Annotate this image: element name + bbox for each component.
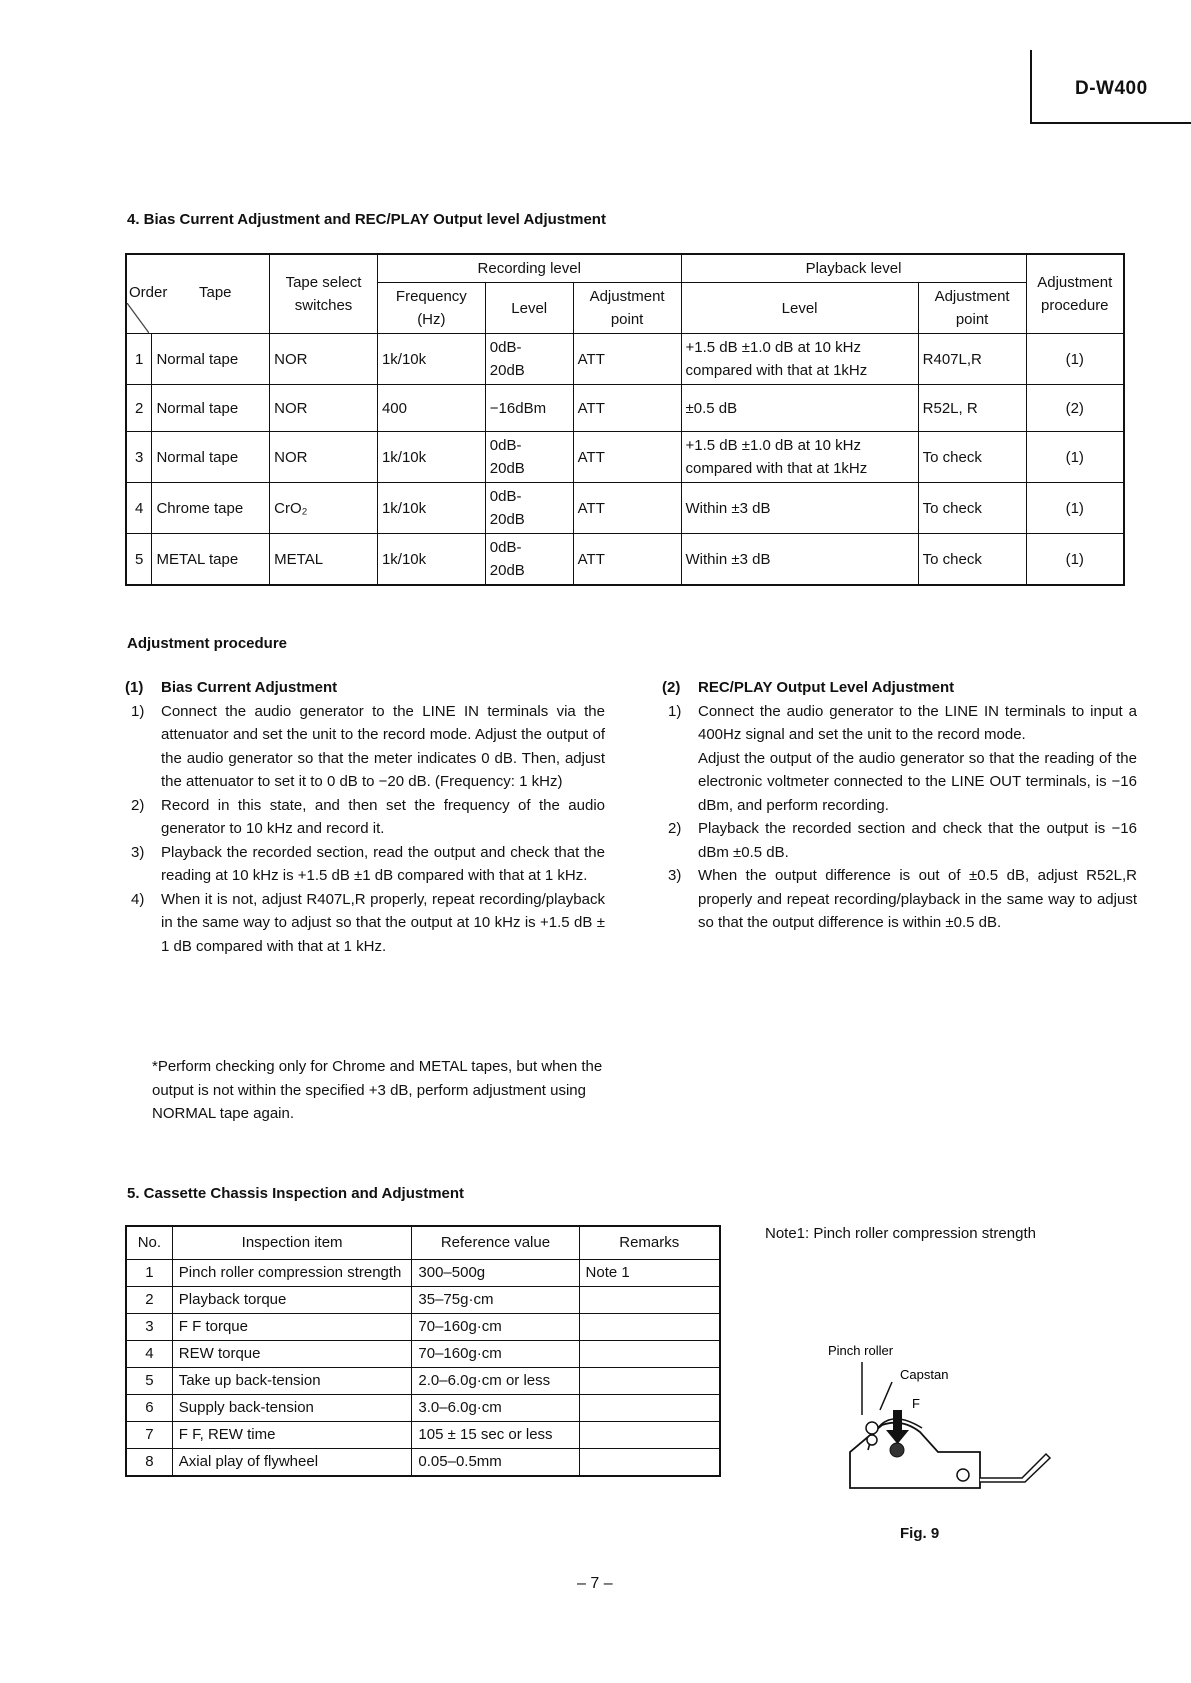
row-order: 4 [126,483,152,534]
procedure-step [125,841,605,888]
step-paragraph: When it is not, adjust R407L,R properly, repeat recording/playback in the same way to adjust so that the output at 10 kHz is +1.5 dB ± 1 dB compared with that at 1 kHz. [161,890,605,955]
pivot-hole [957,1469,969,1481]
header-pb-level: Level [681,283,918,334]
row-rec-level: 0dB- 20dB [485,334,573,385]
row-remarks [579,1368,720,1395]
row-reference-value: 300–500g [412,1260,579,1287]
step-number: 2) [668,820,682,837]
row-no: 5 [126,1368,172,1395]
pinch-roller-shape [866,1422,878,1434]
step-paragraph: Connect the audio generator to the LINE IN terminals to input a 400Hz signal and set the unit to the record mode. [698,702,1137,743]
recplay-procedure-number: (2) [662,679,681,696]
table-row [126,1368,720,1395]
table-row [126,432,1124,483]
force-arrow-shaft [893,1410,902,1432]
row-reference-value: 70–160g·cm [412,1341,579,1368]
procedure-step [662,817,1137,864]
step-text [161,700,605,794]
step-number: 2) [131,796,145,814]
row-rec-level: 0dB- 20dB [485,534,573,586]
row-no: 6 [126,1395,172,1422]
step-text [161,888,605,959]
row-tape: Normal tape [152,432,270,483]
recplay-procedure-title [662,676,1137,700]
row-procedure: (1) [1026,483,1124,534]
row-inspection-item: Pinch roller compression strength [172,1260,412,1287]
model-number: D-W400 [1075,78,1148,99]
row-reference-value: 35–75g·cm [412,1287,579,1314]
figure-caption: Fig. 9 [900,1525,940,1542]
row-rec-adjust-point: ATT [573,483,681,534]
bias-table-body [126,334,1124,586]
row-remarks [579,1314,720,1341]
row-order: 2 [126,385,152,432]
row-rec-adjust-point: ATT [573,432,681,483]
section4-title: 4. Bias Current Adjustment and REC/PLAY Output level Adjustment [127,211,606,228]
step-paragraph: Record in this state, and then set the frequency of the audio generator to 10 kHz and record it. [161,796,605,837]
row-remarks [579,1449,720,1477]
table-row [126,1260,720,1287]
header-pb-adjust-point: Adjustment point [918,283,1026,334]
row-reference-value: 3.0–6.0g·cm [412,1395,579,1422]
row-rec-adjust-point: ATT [573,385,681,432]
capstan-leader [880,1382,892,1410]
row-pb-adjust-point: To check [918,432,1026,483]
row-frequency: 1k/10k [377,432,485,483]
recplay-procedure-heading: REC/PLAY Output Level Adjustment [698,679,955,696]
row-frequency: 1k/10k [377,534,485,586]
row-pb-level: Within ±3 dB [681,534,918,586]
header-tape: Tape [199,284,232,301]
row-inspection-item: F F torque [172,1314,412,1341]
section5-title: 5. Cassette Chassis Inspection and Adjustment [127,1185,465,1202]
procedure-step [125,888,605,959]
table-row [126,1287,720,1314]
row-inspection-item: Axial play of flywheel [172,1449,412,1477]
header-order: Order [129,284,168,301]
bias-procedure-title [125,676,605,700]
capstan-shape [867,1435,877,1445]
force-point [890,1443,904,1457]
fig-label-force: F [912,1396,920,1411]
fig-label-pinch-roller: Pinch roller [828,1343,894,1358]
diagonal-divider [127,303,149,333]
table-row [126,1449,720,1477]
header-order-tape [126,254,270,334]
fig-label-capstan: Capstan [900,1367,949,1382]
step-text [161,841,605,888]
header-playback-level: Playback level [681,254,1026,283]
procedure-title: Adjustment procedure [127,635,288,652]
row-pb-adjust-point: To check [918,483,1026,534]
header-tape-select: Tape select switches [270,254,378,334]
table-row [126,534,1124,586]
row-rec-adjust-point: ATT [573,334,681,385]
row-procedure: (1) [1026,334,1124,385]
procedure-step [125,700,605,794]
row-remarks [579,1287,720,1314]
table-row [126,334,1124,385]
row-reference-value: 105 ± 15 sec or less [412,1422,579,1449]
note1: Note1: Pinch roller compression strength [765,1225,1036,1242]
row-inspection-item: Take up back-tension [172,1368,412,1395]
row-order: 5 [126,534,152,586]
procedure-step [662,700,1137,818]
table-row [126,1314,720,1341]
row-no: 7 [126,1422,172,1449]
row-procedure: (1) [1026,534,1124,586]
header-rec-level: Level [485,283,573,334]
row-inspection-item: Playback torque [172,1287,412,1314]
row-tape-switch: NOR [270,334,378,385]
pinch-roller-figure [820,1340,1060,1515]
table-row [126,385,1124,432]
step-number: 1) [131,702,145,720]
table-row [126,1395,720,1422]
row-tape: Normal tape [152,385,270,432]
row-frequency: 1k/10k [377,334,485,385]
row-order: 1 [126,334,152,385]
header-rec-adjust-point: Adjustment point [573,283,681,334]
step-number: 3) [131,843,145,861]
row-reference-value: 2.0–6.0g·cm or less [412,1368,579,1395]
step-paragraph: Playback the recorded section and check that the output is −16 dBm ±0.5 dB. [698,820,1137,861]
row-no: 3 [126,1314,172,1341]
header-recording-level: Recording level [377,254,681,283]
row-pb-level: +1.5 dB ±1.0 dB at 10 kHz compared with that at 1kHz [681,334,918,385]
row-tape-switch: NOR [270,432,378,483]
row-no: 8 [126,1449,172,1477]
bias-procedure-heading: Bias Current Adjustment [161,679,338,696]
row-procedure: (1) [1026,432,1124,483]
row-tape: Normal tape [152,334,270,385]
row-inspection-item: REW torque [172,1341,412,1368]
row-tape: METAL tape [152,534,270,586]
row-remarks [579,1341,720,1368]
header-remarks: Remarks [579,1226,720,1260]
row-remarks: Note 1 [579,1260,720,1287]
row-frequency: 1k/10k [377,483,485,534]
row-reference-value: 0.05–0.5mm [412,1449,579,1477]
lever-arm [980,1454,1050,1482]
row-no: 4 [126,1341,172,1368]
procedure-step [662,864,1137,935]
row-rec-level: −16dBm [485,385,573,432]
header-adjust-procedure: Adjustment procedure [1026,254,1124,334]
row-procedure: (2) [1026,385,1124,432]
row-tape-switch: CrO₂ [270,483,378,534]
row-no: 2 [126,1287,172,1314]
row-rec-adjust-point: ATT [573,534,681,586]
chrome-metal-note: *Perform checking only for Chrome and METAL tapes, but when the output is not within the specified +3 dB, perform adjustment using NORMAL tape again. [152,1058,603,1122]
step-text [698,700,1137,818]
table-row [126,1341,720,1368]
row-pb-level: +1.5 dB ±1.0 dB at 10 kHz compared with that at 1kHz [681,432,918,483]
bias-procedure [125,676,605,958]
row-no: 1 [126,1260,172,1287]
inspection-table-body [126,1260,720,1477]
step-number: 3) [668,867,682,884]
step-text [698,864,1137,935]
row-inspection-item: Supply back-tension [172,1395,412,1422]
row-pb-adjust-point: To check [918,534,1026,586]
row-pb-adjust-point: R52L, R [918,385,1026,432]
chassis-inspection-table [125,1225,721,1477]
step-paragraph: When the output difference is out of ±0.5 dB, adjust R52L,R properly and repeat recording/playback in the same way to adjust so that the output difference is within ±0.5 dB. [698,867,1137,931]
row-remarks [579,1395,720,1422]
step-number: 1) [668,702,682,720]
table-row [126,1422,720,1449]
row-frequency: 400 [377,385,485,432]
bias-procedure-steps [125,700,605,959]
row-tape: Chrome tape [152,483,270,534]
step-text [161,794,605,841]
row-rec-level: 0dB- 20dB [485,483,573,534]
row-inspection-item: F F, REW time [172,1422,412,1449]
header-frequency: Frequency (Hz) [377,283,485,334]
header-inspection-item: Inspection item [172,1226,412,1260]
row-tape-switch: NOR [270,385,378,432]
row-tape-switch: METAL [270,534,378,586]
row-reference-value: 70–160g·cm [412,1314,579,1341]
bias-adjustment-table [125,253,1125,586]
row-pb-level: Within ±3 dB [681,483,918,534]
row-pb-adjust-point: R407L,R [918,334,1026,385]
step-number: 4) [131,890,145,908]
bias-procedure-number: (1) [125,679,144,696]
step-text [698,817,1137,864]
step-paragraph: Playback the recorded section, read the output and check that the reading at 10 kHz is +1.5 dB ±1 dB compared with that at 1 kHz. [161,843,605,884]
row-rec-level: 0dB- 20dB [485,432,573,483]
table-row [126,483,1124,534]
header-reference-value: Reference value [412,1226,579,1260]
recplay-procedure-steps [662,700,1137,935]
recplay-procedure [662,676,1137,935]
step-paragraph: Adjust the output of the audio generator so that the reading of the electronic voltmeter connected to the LINE OUT terminals, is −16 dBm, and perform recording. [698,749,1137,814]
page-number: – 7 – [577,1575,613,1592]
header-no: No. [126,1226,172,1260]
step-paragraph: Connect the audio generator to the LINE IN terminals via the attenuator and set the unit to the record mode. Adjust the output of the audio generator so that the meter indicates 0 dB. Then, adjust the attenuator to set it to 0 dB to −20 dB. (Frequency: 1 kHz) [161,702,605,790]
row-remarks [579,1422,720,1449]
row-pb-level: ±0.5 dB [681,385,918,432]
procedure-step [125,794,605,841]
row-order: 3 [126,432,152,483]
